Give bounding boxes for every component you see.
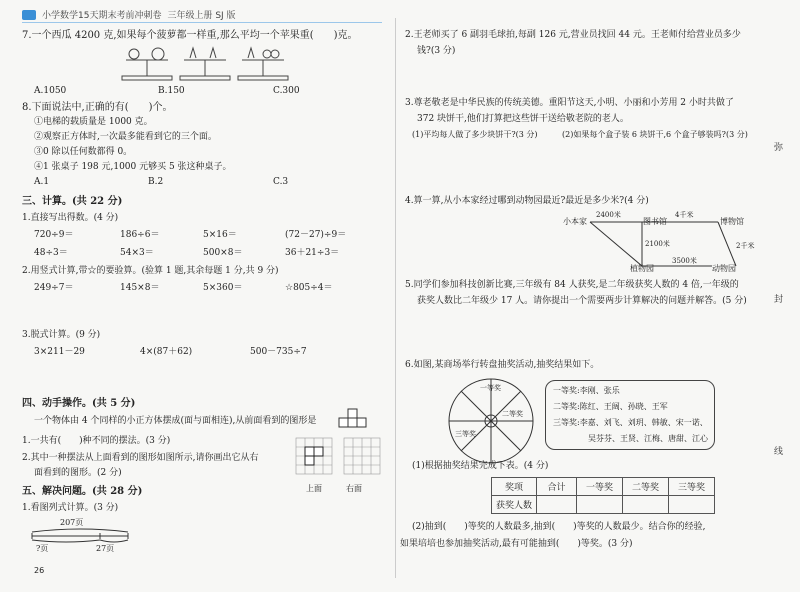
problem-1-title: 1.看图列式计算。(3 分) (22, 503, 119, 513)
problem-2-line1: 2.王老师买了 6 副羽毛球拍,每副 126 元,营业员找回 44 元。王老师付给营业员多少 (405, 30, 741, 40)
distance-garden-zoo: 3500米 (672, 257, 697, 265)
result-third-prize-cont: 吴芬芬、王贤、江梅、唐甜、江心 (588, 434, 708, 443)
q8-statement-1: ①电梯的载质量是 1000 克。 (34, 117, 153, 127)
map-zoo: 动物园 (712, 264, 736, 273)
distance-home-library: 2400米 (596, 211, 621, 219)
operation-q2-line2: 面看到的图形。(2 分) (34, 468, 122, 478)
answer-cell[interactable] (577, 496, 623, 514)
wheel-label-third: 三等奖 (455, 430, 476, 438)
right-view-label: 右面 (346, 484, 362, 493)
front-view-figure (338, 408, 368, 428)
problem-5-line1: 5.同学们参加科技创新比赛,三年级有 84 人获奖,是二年级获奖人数的 4 倍,一年级的 (405, 280, 739, 290)
unknown-pages-label: ?页 (36, 544, 49, 553)
volume-title: 三年级上册 SJ 版 (167, 11, 236, 21)
q7-text: 7.一个西瓜 4200 克,如果每个菠萝都一样重,那么平均一个苹果重( )克。 (22, 30, 358, 41)
calc-2-item: 145×8＝ (120, 283, 160, 293)
margin-seal-1: 弥 (774, 143, 784, 153)
map-garden: 植物园 (630, 264, 654, 273)
table-header-cell: 二等奖 (623, 478, 669, 496)
operation-q2-line1: 2.其中一种摆法从上面看到的图形如图所示,请你画出它从右 (22, 453, 259, 463)
q8-statement-4: ④1 张桌子 198 元,1000 元够买 5 张这种桌子。 (34, 162, 232, 172)
calc-1-item: 186÷6＝ (120, 230, 160, 240)
result-first-prize: 一等奖:李刚、张乐 (553, 386, 620, 395)
table-header-cell: 合计 (537, 478, 577, 496)
distance-library-museum: 4千米 (675, 211, 694, 219)
calc-3-item: 500－735÷7 (250, 347, 307, 357)
calc-2-title: 2.用竖式计算,带☆的要验算。(验算 1 题,其余每题 1 分,共 9 分) (22, 266, 279, 276)
table-header-cell: 一等奖 (577, 478, 623, 496)
view-grids-figure (294, 436, 384, 478)
problem-5-line2: 获奖人数比二年级少 17 人。请你提出一个需要两步计算解决的问题并解答。(5 分) (417, 296, 747, 306)
table-header-cell: 三等奖 (669, 478, 715, 496)
distance-library-garden: 2100米 (645, 240, 670, 248)
calc-1-item: 720÷9＝ (34, 230, 74, 240)
series-logo-icon (22, 10, 36, 20)
section-5-title: 五、解决问题。(共 28 分) (22, 486, 143, 497)
calc-1-item: 54×3＝ (120, 248, 154, 258)
distance-museum-zoo: 2千米 (736, 242, 755, 250)
calc-2-item: 5×360＝ (203, 283, 243, 293)
calc-1-item: 48÷3＝ (34, 248, 68, 258)
page-header (22, 8, 236, 21)
calc-1-item: 500×8＝ (203, 248, 243, 258)
operation-q1: 1.一共有( )种不同的摆法。(3 分) (22, 436, 171, 446)
q8-option-b: B.2 (148, 177, 164, 187)
q8-text: 8.下面说法中,正确的有( )个。 (22, 102, 173, 113)
problem-3-line1: 3.尊老敬老是中华民族的传统美德。重阳节这天,小明、小丽和小芳用 2 小时共做了 (405, 98, 734, 108)
margin-seal-3: 线 (774, 447, 784, 457)
answer-cell[interactable] (537, 496, 577, 514)
problem-3-line2: 372 块饼干,他们打算把这些饼干送给敬老院的老人。 (417, 114, 629, 124)
problem-6-q1: (1)根据抽奖结果完成下表。(4 分) (412, 461, 549, 471)
wheel-label-second: 二等奖 (502, 410, 523, 418)
calc-3-item: 4×(87＋62) (140, 347, 193, 357)
q7-option-b: B.150 (158, 86, 185, 96)
problem-6-text: 6.如图,某商场举行转盘抽奖活动,抽奖结果如下。 (405, 360, 600, 370)
section-3-title: 三、计算。(共 22 分) (22, 196, 123, 207)
q8-option-a: A.1 (34, 177, 50, 187)
q7-option-c: C.300 (273, 86, 300, 96)
answer-cell[interactable] (669, 496, 715, 514)
total-pages-label: 207页 (60, 518, 84, 527)
margin-seal-2: 封 (774, 295, 784, 305)
map-museum: 博物馆 (720, 217, 744, 226)
problem-3-q1: (1)平均每人做了多少块饼干?(3 分) (412, 130, 538, 139)
q7-option-a: A.1050 (34, 86, 67, 96)
problem-2-line2: 钱?(3 分) (417, 46, 456, 56)
calc-1-item: (72－27)÷9＝ (285, 230, 347, 240)
problem-6-q2-line1: (2)抽到( )等奖的人数最多,抽到( )等奖的人数最少。结合你的经验, (412, 522, 706, 532)
calc-2-item: ☆805÷4＝ (285, 283, 333, 293)
q8-statement-2: ②观察正方体时,一次最多能看到它的三个面。 (34, 132, 217, 142)
awards-table (491, 477, 715, 514)
table-row (492, 496, 715, 514)
problem-6-q2-line2: 如果培培也参加抽奖活动,最有可能抽到( )等奖。(3 分) (400, 539, 633, 549)
line-segment-diagram (30, 526, 130, 546)
top-view-label: 上面 (306, 484, 322, 493)
calc-1-item: 36＋21÷3＝ (285, 248, 340, 258)
q8-statement-3: ③0 除以任何数都得 0。 (34, 147, 133, 157)
answer-cell[interactable] (623, 496, 669, 514)
problem-3-q2: (2)如果每个盒子装 6 块饼干,6 个盒子够装吗?(3 分) (562, 130, 748, 139)
map-home: 小本家 (563, 217, 587, 226)
section-4-title: 四、动手操作。(共 5 分) (22, 398, 136, 409)
table-header-cell: 奖项 (492, 478, 537, 496)
result-third-prize: 三等奖:李嘉、刘飞、刘玥、韩敏、宋一诺、 (553, 418, 708, 427)
calc-3-item: 3×211－29 (34, 347, 85, 357)
calc-3-title: 3.脱式计算。(9 分) (22, 330, 101, 340)
known-pages-label: 27页 (96, 544, 115, 553)
wheel-label-first: 一等奖 (480, 384, 501, 392)
table-row-label: 获奖人数 (492, 496, 537, 514)
map-library: 图书馆 (643, 217, 667, 226)
operation-intro: 一个物体由 4 个同样的小正方体摆成(面与面相连),从前面看到的图形是 (34, 416, 317, 426)
q8-option-c: C.3 (273, 177, 289, 187)
column-divider (395, 18, 396, 578)
table-row (492, 478, 715, 496)
result-second-prize: 二等奖:陈红、王阔、孙晓、王军 (553, 402, 668, 411)
calc-1-title: 1.直接写出得数。(4 分) (22, 213, 119, 223)
book-title: 小学数学15天期末考前冲刺卷 (42, 11, 162, 21)
calc-1-item: 5×16＝ (203, 230, 237, 240)
balance-scales-figure (120, 42, 290, 84)
page-number: 26 (34, 566, 45, 575)
problem-4-text: 4.算一算,从小本家经过哪到动物园最近?最近是多少米?(4 分) (405, 196, 649, 206)
calc-2-item: 249÷7＝ (34, 283, 74, 293)
